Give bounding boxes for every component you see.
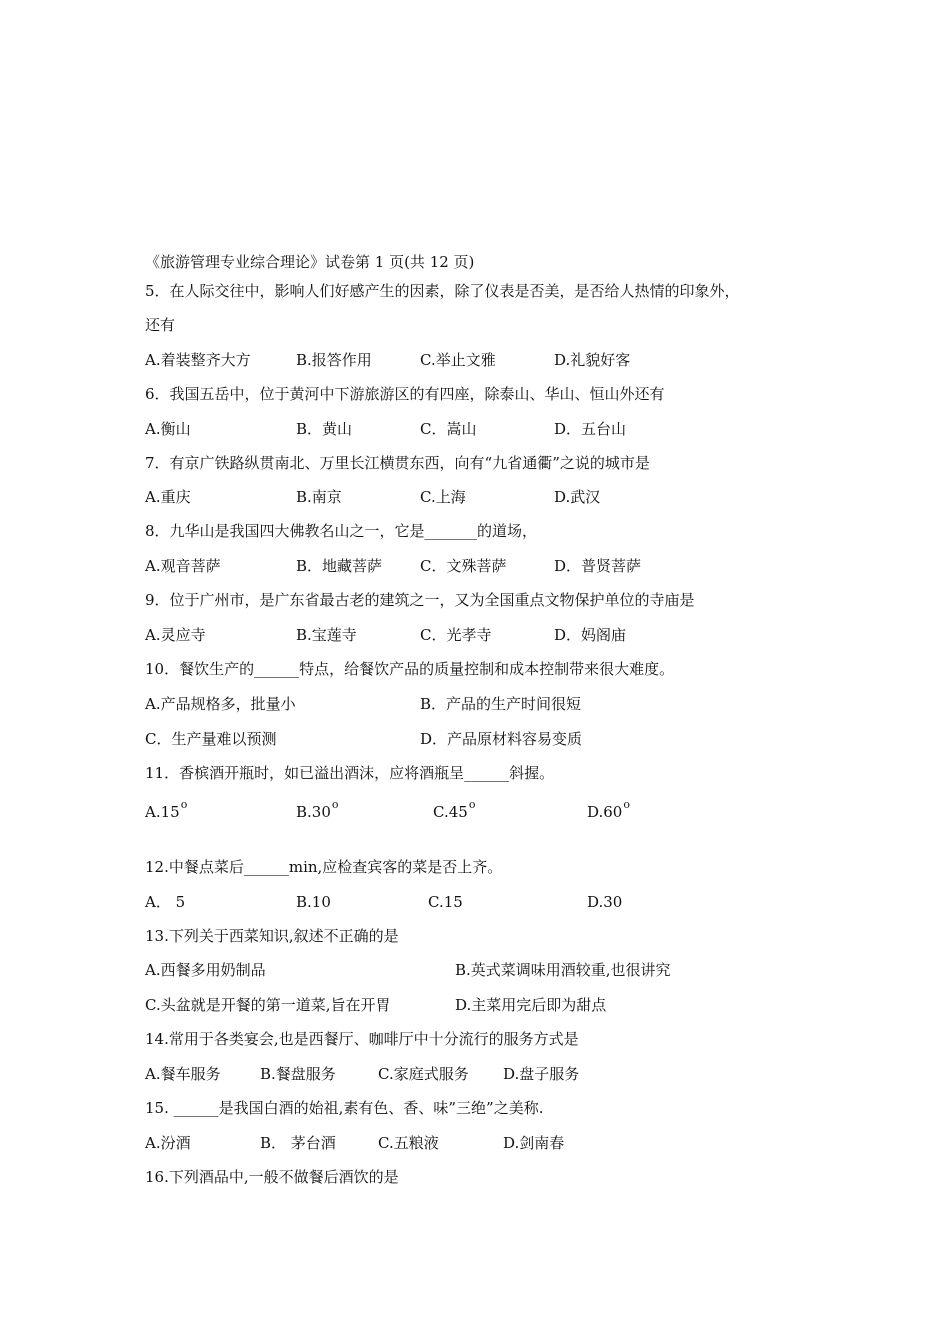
q9-option-c: C．光孝寺 [420,626,492,644]
question-7-stem: 7．有京广铁路纵贯南北、万里长江横贯东西，向有“九省通衢”之说的城市是 [145,454,650,472]
question-14-stem: 14.常用于各类宴会,也是西餐厅、咖啡厅中十分流行的服务方式是 [145,1030,579,1048]
q12-option-b: B.10 [296,893,331,911]
q15-option-a: A.汾酒 [145,1134,191,1152]
question-5-stem: 5．在人际交往中，影响人们好感产生的因素，除了仪表是否美，是否给人热情的印象外， [145,282,740,300]
q8-option-c: C．文殊菩萨 [420,557,507,575]
question-9-stem: 9．位于广州市，是广东省最古老的建筑之一，又为全国重点文物保护单位的寺庙是 [145,591,695,609]
q14-option-c: C.家庭式服务 [378,1065,469,1083]
question-6-stem: 6．我国五岳中，位于黄河中下游旅游区的有四座，除泰山、华山、恒山外还有 [145,385,665,403]
q13-option-b: B.英式菜调味用酒较重,也很讲究 [455,961,671,979]
q7-option-d: D.武汉 [554,488,601,506]
q13-option-c: C.头盆就是开餐的第一道菜,旨在开胃 [145,996,391,1014]
q9-option-a: A.灵应寺 [145,626,206,644]
q11-option-c [433,798,476,824]
q8-option-a: A.观音菩萨 [145,557,221,575]
q7-option-c: C.上海 [420,488,466,506]
degree-symbol: o [180,798,188,811]
q12-option-c: C.15 [428,893,463,911]
q10-option-c: C．生产量难以预测 [145,730,277,748]
q7-option-a: A.重庆 [145,488,191,506]
q11-option-a [145,798,188,824]
q11-option-a-text: A.15 [145,803,180,821]
q6-option-c: C．嵩山 [420,420,477,438]
page-header: 《旅游管理专业综合理论》试卷第 1 页(共 12 页) [145,253,475,271]
q14-option-b: B.餐盘服务 [260,1065,336,1083]
q11-option-d [587,798,630,824]
q11-option-c-text: C.45 [433,803,468,821]
q11-option-d-text: D.60 [587,803,623,821]
q15-option-b: B． 茅台酒 [260,1134,336,1152]
q10-option-b: B．产品的生产时间很短 [420,695,582,713]
q6-option-b: B．黄山 [296,420,353,438]
q8-option-d: D．普贤菩萨 [554,557,642,575]
q11-option-b [296,798,339,824]
q15-option-c: C.五粮液 [378,1134,439,1152]
q9-option-b: B.宝莲寺 [296,626,357,644]
q6-option-a: A.衡山 [145,420,191,438]
q6-option-d: D．五台山 [554,420,627,438]
q5-option-b: B.报答作用 [296,351,372,369]
question-5-stem-cont: 还有 [145,316,176,334]
question-10-stem: 10．餐饮生产的______特点，给餐饮产品的质量控制和成本控制带来很大难度。 [145,660,675,678]
q15-option-d: D.剑南春 [503,1134,565,1152]
question-12-stem: 12.中餐点菜后______min,应检查宾客的菜是否上齐。 [145,858,503,876]
q10-option-a: A.产品规格多，批量小 [145,695,296,713]
q13-option-d: D.主菜用完后即为甜点 [455,996,607,1014]
q8-option-b: B．地藏菩萨 [296,557,383,575]
degree-symbol: o [623,798,630,811]
question-16-stem: 16.下列酒品中,一般不做餐后酒饮的是 [145,1168,399,1186]
q12-option-d: D.30 [587,893,623,911]
question-13-stem: 13.下列关于西菜知识,叙述不正确的是 [145,927,399,945]
question-15-stem: 15. ______是我国白酒的始祖,素有色、香、味”三绝”之美称. [145,1099,544,1117]
q14-option-a: A.餐车服务 [145,1065,221,1083]
q7-option-b: B.南京 [296,488,342,506]
q5-option-d: D.礼貌好客 [554,351,631,369]
q13-option-a: A.西餐多用奶制品 [145,961,266,979]
q5-option-a: A.着装整齐大方 [145,351,251,369]
q11-option-b-text: B.30 [296,803,331,821]
q14-option-d: D.盘子服务 [503,1065,580,1083]
q10-option-d: D．产品原材料容易变质 [420,730,583,748]
q9-option-d: D．妈阁庙 [554,626,627,644]
degree-symbol: o [468,798,476,811]
degree-symbol: o [331,798,339,811]
q5-option-c: C.举止文雅 [420,351,496,369]
question-11-stem: 11．香槟酒开瓶时，如已溢出酒沫，应将酒瓶呈______斜握。 [145,764,555,782]
question-8-stem: 8．九华山是我国四大佛教名山之一，它是_______的道场， [145,522,538,540]
q12-option-a: A． 5 [145,893,186,911]
